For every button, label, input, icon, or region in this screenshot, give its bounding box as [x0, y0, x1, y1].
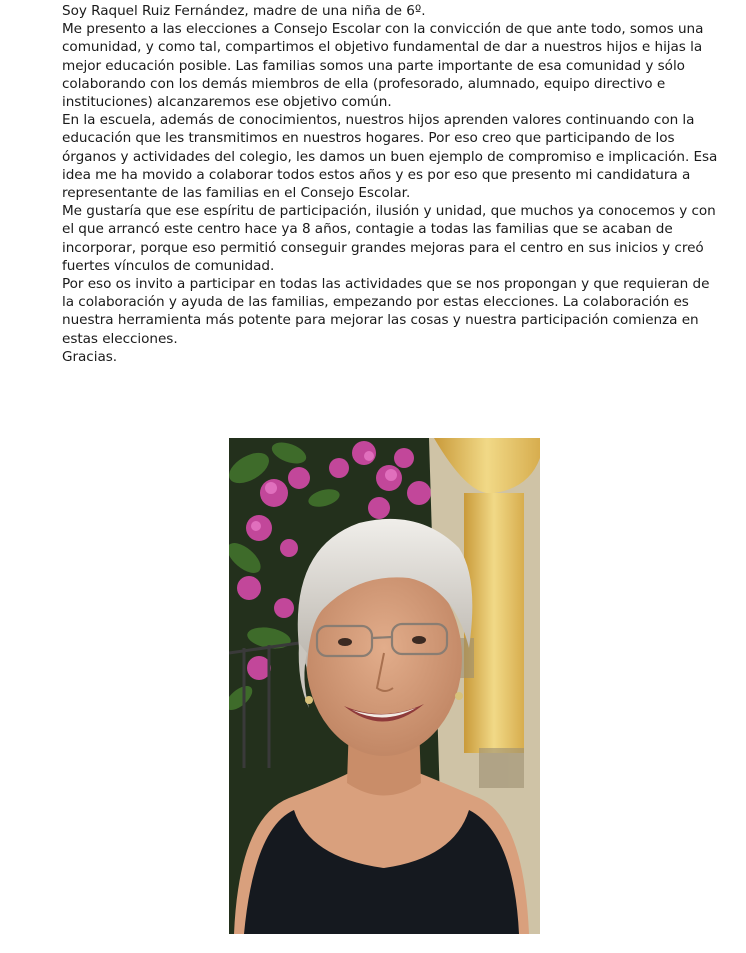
letter-paragraph-invitation: Por eso os invito a participar en todas las actividades que se nos propongan y que requieran de la colaboración y ayuda de las familias, empezando por estas elecciones. La colaboración es nuestra herramienta más potente para mejorar las cosas y nuestra participación comienza en estas elecciones. — [62, 276, 710, 347]
letter-paragraph-intro: Soy Raquel Ruiz Fernández, madre de una niña de 6º. — [62, 3, 426, 19]
candidacy-letter — [62, 2, 722, 366]
letter-paragraph-thanks: Gracias. — [62, 348, 118, 365]
letter-paragraph-school-values: En la escuela, además de conocimientos, nuestros hijos aprenden valores continuando con la educación que les transmitimos en nuestros hogares. Por eso creo que participando de los órganos y actividades del colegio, les damos un buen ejemplo de compromiso e implicación. Esa idea me ha movido a colaborar todos estos años y es por eso que presento mi candidatura a representante de las familias en el Consejo Escolar. — [62, 112, 718, 202]
letter-paragraph-participation-spirit: Me gustaría que ese espíritu de participación, ilusión y unidad, que muchos ya conocemos y con el que arrancó este centro hace ya 8 años, contagie a todas las familias que se acaban de incorporar, porque eso permitió conseguir grandes mejoras para el centro en sus inicios y creó fuertes vínculos de comunidad. — [62, 203, 716, 274]
letter-paragraph-presentation: Me presento a las elecciones a Consejo Escolar con la convicción de que ante todo, somos una comunidad, y como tal, compartimos el objetivo fundamental de dar a nuestros hijos e hijas la mejor educación posible. Las familias somos una parte importante de esa comunidad y sólo colaborando con los demás miembros de ella (profesorado, alumnado, equipo directivo e instituciones) alcanzaremos ese objetivo común. — [62, 21, 704, 111]
candidate-portrait-photo — [229, 438, 540, 934]
